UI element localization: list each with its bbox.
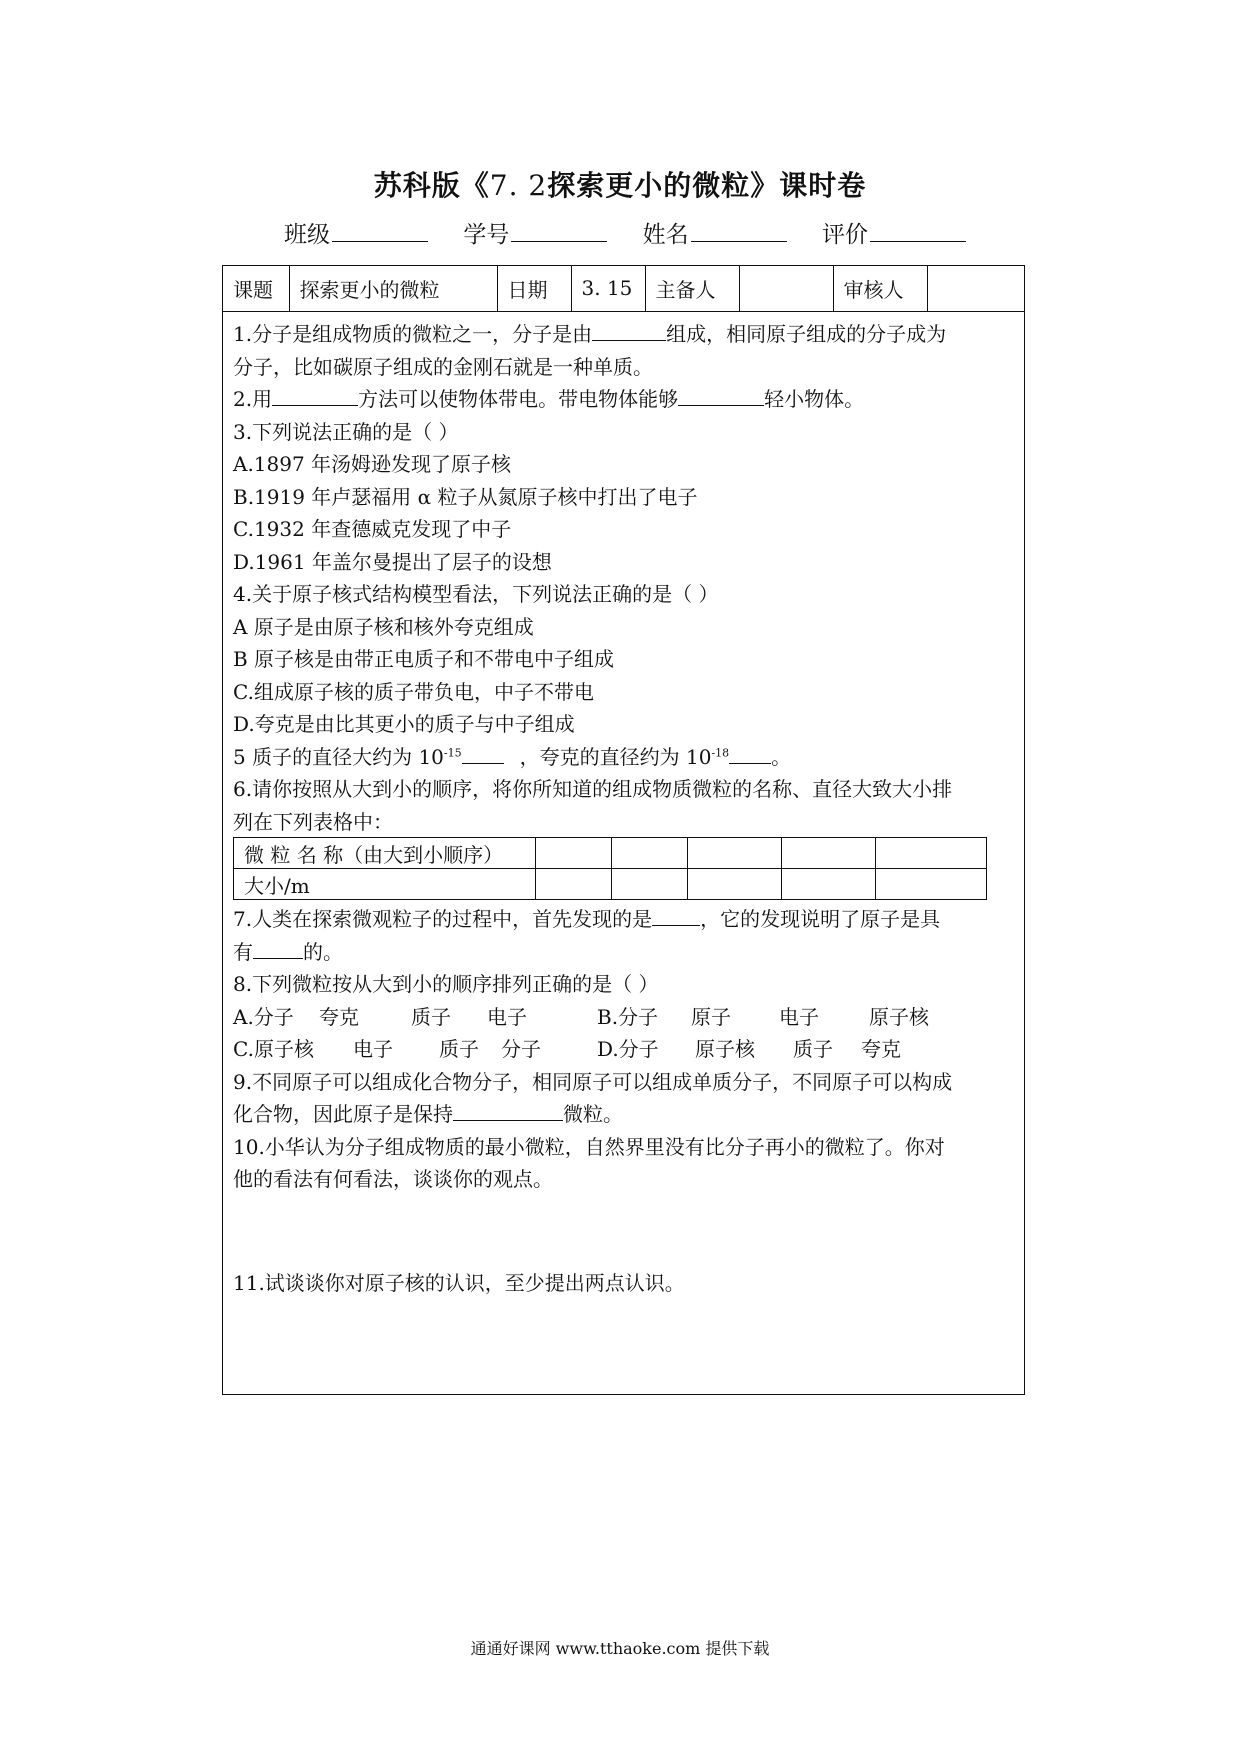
- q4-option-c: C.组成原子核的质子带负电，中子不带电: [233, 679, 594, 704]
- q7-text-d: 的。: [303, 939, 343, 964]
- q2-text-c: 轻小物体。: [764, 387, 865, 411]
- q3-option-a: A.1897 年汤姆逊发现了原子核: [233, 452, 512, 476]
- class-blank[interactable]: [332, 221, 428, 242]
- evaluation-field: [822, 216, 966, 249]
- name-field: [643, 216, 787, 249]
- question-7-line-2: [233, 936, 1016, 969]
- question-10-line-1: 10.小华认为分子组成物质的最小微粒，自然界里没有比分子再小的微粒了。你对: [233, 1134, 945, 1159]
- question-4-stem: 4.关于原子核式结构模型看法，下列说法正确的是（ ）: [233, 582, 719, 606]
- author-value[interactable]: [739, 266, 833, 311]
- q8-option-text: 电子: [779, 1004, 819, 1029]
- topic-value: 探索更小的微粒: [289, 266, 497, 311]
- q8-option-text: 夸克: [319, 1004, 359, 1029]
- q7-blank-1[interactable]: [652, 903, 700, 926]
- class-field: [284, 216, 428, 249]
- student-id-field: [463, 216, 607, 249]
- q3-option-d: D.1961 年盖尔曼提出了层子的设想: [233, 549, 552, 574]
- q7-blank-2[interactable]: [253, 936, 303, 959]
- questions-body: [233, 318, 1016, 838]
- questions-body-continued: [233, 903, 1016, 1196]
- question-1-line-2: 分子，比如碳原子组成的金刚石就是一种单质。: [233, 354, 653, 379]
- q5-exponent-1: -15: [443, 745, 462, 759]
- topic-label: 课题: [223, 266, 289, 311]
- table-row: [234, 869, 987, 900]
- q8-option-text: 夸克: [861, 1037, 901, 1061]
- q3-option-b: B.1919 年卢瑟福用 α 粒子从氮原子核中打出了电子: [233, 484, 698, 509]
- name-label: 姓名: [642, 222, 689, 248]
- q8-option-text: 质子: [411, 1004, 451, 1029]
- q8-option-a: A.分子: [233, 1004, 294, 1029]
- q8-option-text: 电子: [353, 1037, 393, 1061]
- table-cell[interactable]: [536, 869, 612, 900]
- question-6-line-2: 列在下列表格中：: [233, 809, 393, 834]
- table-cell[interactable]: [876, 869, 987, 900]
- q8-option-text: 原子核: [869, 1004, 929, 1029]
- q7-text-b: ，它的发现说明了原子是具: [700, 907, 941, 931]
- q4-option-d: D.夸克是由比其更小的质子与中子组成: [233, 712, 575, 736]
- q8-options-row-1: [233, 1001, 1016, 1034]
- q1-blank-1[interactable]: [592, 318, 666, 341]
- name-blank[interactable]: [691, 221, 787, 242]
- q3-option-c: C.1932 年查德威克发现了中子: [233, 517, 512, 541]
- question-9-line-1: 9.不同原子可以组成化合物分子，相同原子可以组成单质分子，不同原子可以构成: [233, 1069, 953, 1094]
- question-2: [233, 383, 1016, 416]
- q7-text-c: 有: [233, 939, 253, 964]
- particle-size-table: [233, 837, 987, 900]
- q2-text-b: 方法可以使物体带电。带电物体能够: [358, 387, 679, 411]
- student-info-line: [284, 216, 994, 249]
- q1-text-a: 1.分子是组成物质的微粒之一，分子是由: [233, 322, 593, 346]
- q5-blank-2[interactable]: [729, 741, 771, 764]
- q8-option-text: 原子核: [695, 1037, 755, 1061]
- q7-text-a: 7.人类在探索微观粒子的过程中，首先发现的是: [233, 907, 653, 931]
- header-table: [223, 266, 1024, 312]
- author-label: 主备人: [645, 266, 739, 311]
- q5-blank-1[interactable]: [462, 741, 504, 764]
- question-8-stem: 8.下列微粒按从大到小的顺序排列正确的是（ ）: [233, 972, 659, 996]
- question-6-line-1: 6.请你按照从大到小的顺序，将你所知道的组成物质微粒的名称、直径大致大小排: [233, 777, 953, 801]
- q8-option-text: 质子: [439, 1037, 479, 1061]
- table-cell[interactable]: [688, 838, 782, 869]
- evaluation-blank[interactable]: [870, 221, 966, 242]
- title-rest: 探索更小的微粒》课时卷: [547, 169, 867, 202]
- q5-exponent-2: -18: [711, 745, 730, 759]
- q9-text-b: 微粒。: [563, 1102, 623, 1126]
- q8-option-text: 电子: [487, 1004, 527, 1029]
- question-1-line-1: [233, 318, 1016, 351]
- question-11-block: [233, 1267, 1016, 1300]
- reviewer-value[interactable]: [927, 266, 1024, 311]
- q8-options-row-2: [233, 1033, 1016, 1066]
- q8-option-b: B.分子: [597, 1004, 659, 1029]
- evaluation-label: 评价: [821, 222, 868, 248]
- question-10-line-2: 他的看法有何看法，谈谈你的观点。: [233, 1167, 553, 1191]
- table-cell[interactable]: [876, 838, 987, 869]
- title-number: 7. 2: [489, 169, 548, 202]
- table-cell[interactable]: [612, 838, 688, 869]
- particle-name-header: 微 粒 名 称（由大到小顺序）: [234, 838, 536, 869]
- title-prefix: 苏科版《: [373, 169, 490, 202]
- student-id-blank[interactable]: [511, 221, 607, 242]
- q9-blank-1[interactable]: [453, 1098, 563, 1121]
- question-11: 11.试谈谈你对原子核的认识，至少提出两点认识。: [233, 1271, 685, 1295]
- q8-option-text: 原子: [691, 1004, 731, 1029]
- q8-option-d: D.分子: [597, 1037, 659, 1061]
- particle-size-header: 大小/m: [234, 869, 536, 900]
- q4-option-b: B 原子核是由带正电质子和不带电中子组成: [233, 647, 615, 671]
- reviewer-label: 审核人: [833, 266, 927, 311]
- q2-text-a: 2.用: [233, 387, 273, 411]
- q2-blank-2[interactable]: [678, 383, 764, 406]
- student-id-label: 学号: [463, 222, 510, 248]
- table-row: [234, 838, 987, 869]
- date-label: 日期: [497, 266, 571, 311]
- q1-text-b: 组成，相同原子组成的分子成为: [666, 322, 947, 346]
- worksheet-frame: [222, 265, 1025, 1395]
- question-5: [233, 741, 1016, 774]
- class-label: 班级: [284, 222, 330, 248]
- q5-text-c: 。: [771, 744, 792, 769]
- q5-text-b: ，夸克的直径约为 10: [519, 744, 712, 769]
- question-9-line-2: [233, 1098, 1016, 1131]
- q2-blank-1[interactable]: [272, 383, 358, 406]
- table-cell[interactable]: [782, 869, 876, 900]
- question-7-line-1: [233, 903, 1016, 936]
- q5-text-a: 5 质子的直径大约为 10: [233, 744, 444, 769]
- q8-option-c: C.原子核: [233, 1037, 314, 1061]
- page-title: [0, 164, 1240, 204]
- question-3-stem: 3.下列说法正确的是（ ）: [233, 419, 459, 444]
- q8-option-text: 分子: [501, 1037, 541, 1061]
- date-value: 3. 15: [571, 266, 645, 311]
- table-cell[interactable]: [536, 838, 612, 869]
- q8-option-text: 质子: [793, 1037, 833, 1061]
- q9-text-a: 化合物，因此原子是保持: [233, 1102, 453, 1126]
- table-cell[interactable]: [612, 869, 688, 900]
- table-cell[interactable]: [688, 869, 782, 900]
- footer-credit: 通通好课网 www.tthaoke.com 提供下载: [470, 1639, 770, 1658]
- q4-option-a: A 原子是由原子核和核外夸克组成: [233, 614, 534, 639]
- table-cell[interactable]: [782, 838, 876, 869]
